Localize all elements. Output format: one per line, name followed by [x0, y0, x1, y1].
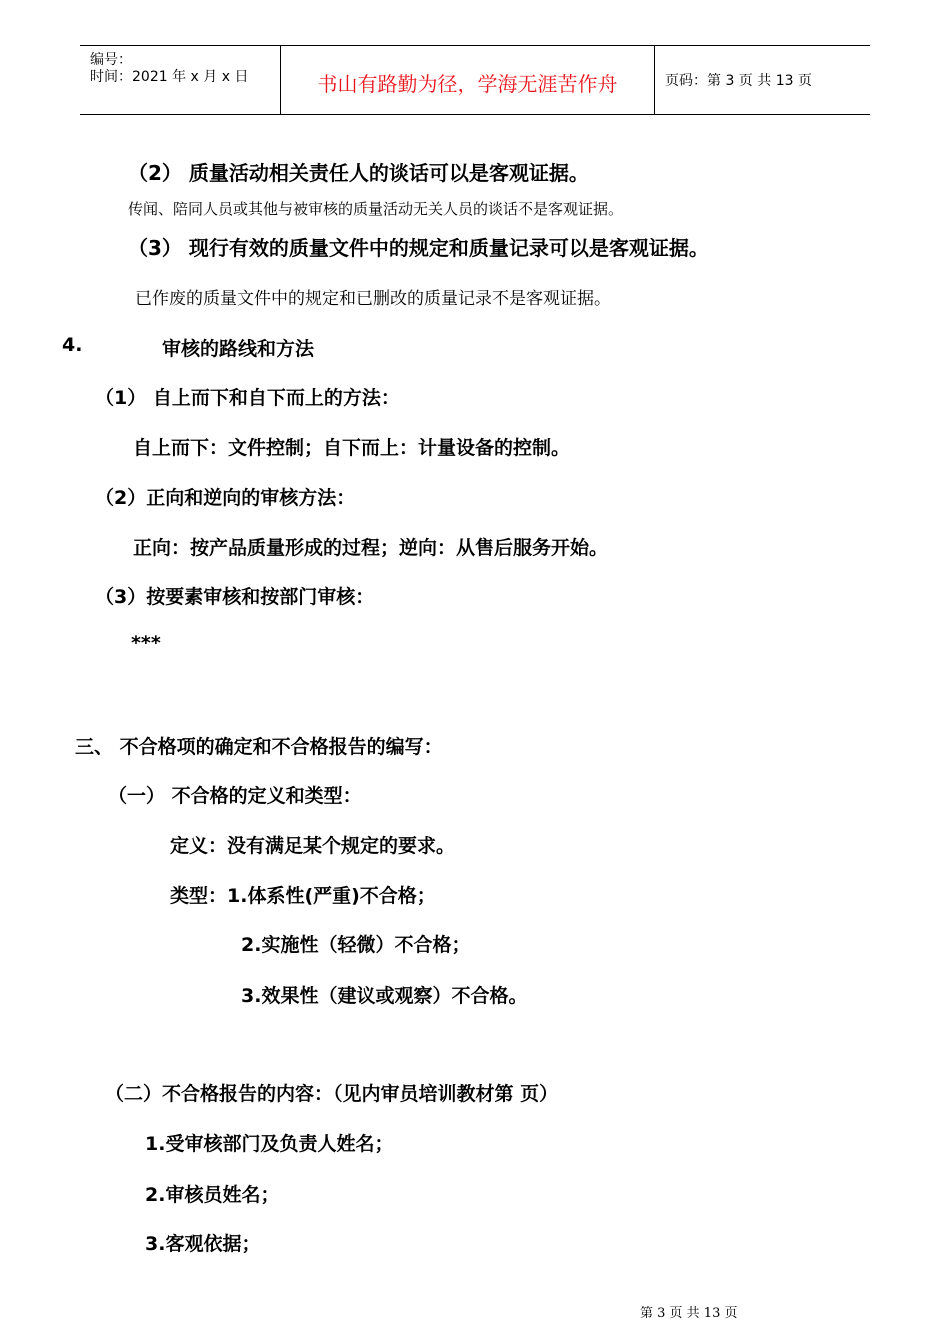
- document-number-label: 编号：: [90, 52, 132, 68]
- header-motto-cell: [281, 46, 655, 114]
- method-2-heading: （2）正向和逆向的审核方法：: [95, 487, 356, 509]
- header-page-info: 页码：第 3 页 共 13 页: [665, 73, 812, 89]
- method-3-detail: ***: [131, 632, 161, 654]
- method-2-detail: 正向：按产品质量形成的过程；逆向：从售后服务开始。: [133, 537, 609, 559]
- type-1-line: 类型：1.体系性(严重)不合格；: [170, 885, 436, 907]
- document-time-label: 时间：2021 年 x 月 x 日: [90, 69, 249, 85]
- definition-line: 定义：没有满足某个规定的要求。: [170, 835, 456, 857]
- report-item-2: 2.审核员姓名；: [145, 1184, 280, 1206]
- page-footer: 第 3 页 共 13 页: [640, 1306, 738, 1321]
- type-2-line: 2.实施性（轻微）不合格；: [241, 934, 471, 956]
- header-meta-cell: [80, 46, 281, 114]
- method-1-heading: （1） 自上而下和自下而上的方法：: [95, 387, 400, 409]
- header-page-cell: [655, 46, 870, 114]
- report-item-1: 1.受审核部门及负责人姓名；: [145, 1133, 394, 1155]
- subsection-1-heading: （一） 不合格的定义和类型：: [108, 785, 362, 807]
- subsection-2-heading: （二）不合格报告的内容：（见内审员培训教材第 页）: [105, 1083, 559, 1105]
- item-2-note: 传闻、陪同人员或其他与被审核的质量活动无关人员的谈话不是客观证据。: [128, 200, 624, 218]
- type-3-line: 3.效果性（建议或观察）不合格。: [241, 985, 528, 1007]
- item-3-statement: （3） 现行有效的质量文件中的规定和质量记录可以是客观证据。: [128, 236, 709, 260]
- page-header: [80, 45, 870, 115]
- method-3-heading: （3）按要素审核和按部门审核：: [95, 586, 375, 608]
- method-1-detail: 自上而下：文件控制；自下而上：计量设备的控制。: [133, 437, 571, 459]
- section-4-number: 4.: [62, 334, 83, 356]
- chapter-3-heading: 三、 不合格项的确定和不合格报告的编写：: [75, 736, 443, 758]
- item-3-note: 已作废的质量文件中的规定和已删改的质量记录不是客观证据。: [135, 289, 611, 309]
- report-item-3: 3.客观依据；: [145, 1233, 261, 1255]
- item-2-statement: （2） 质量活动相关责任人的谈话可以是客观证据。: [128, 161, 589, 185]
- section-4-heading: 审核的路线和方法: [162, 338, 315, 360]
- header-motto: 书山有路勤为径，学海无涯苦作舟: [317, 72, 618, 96]
